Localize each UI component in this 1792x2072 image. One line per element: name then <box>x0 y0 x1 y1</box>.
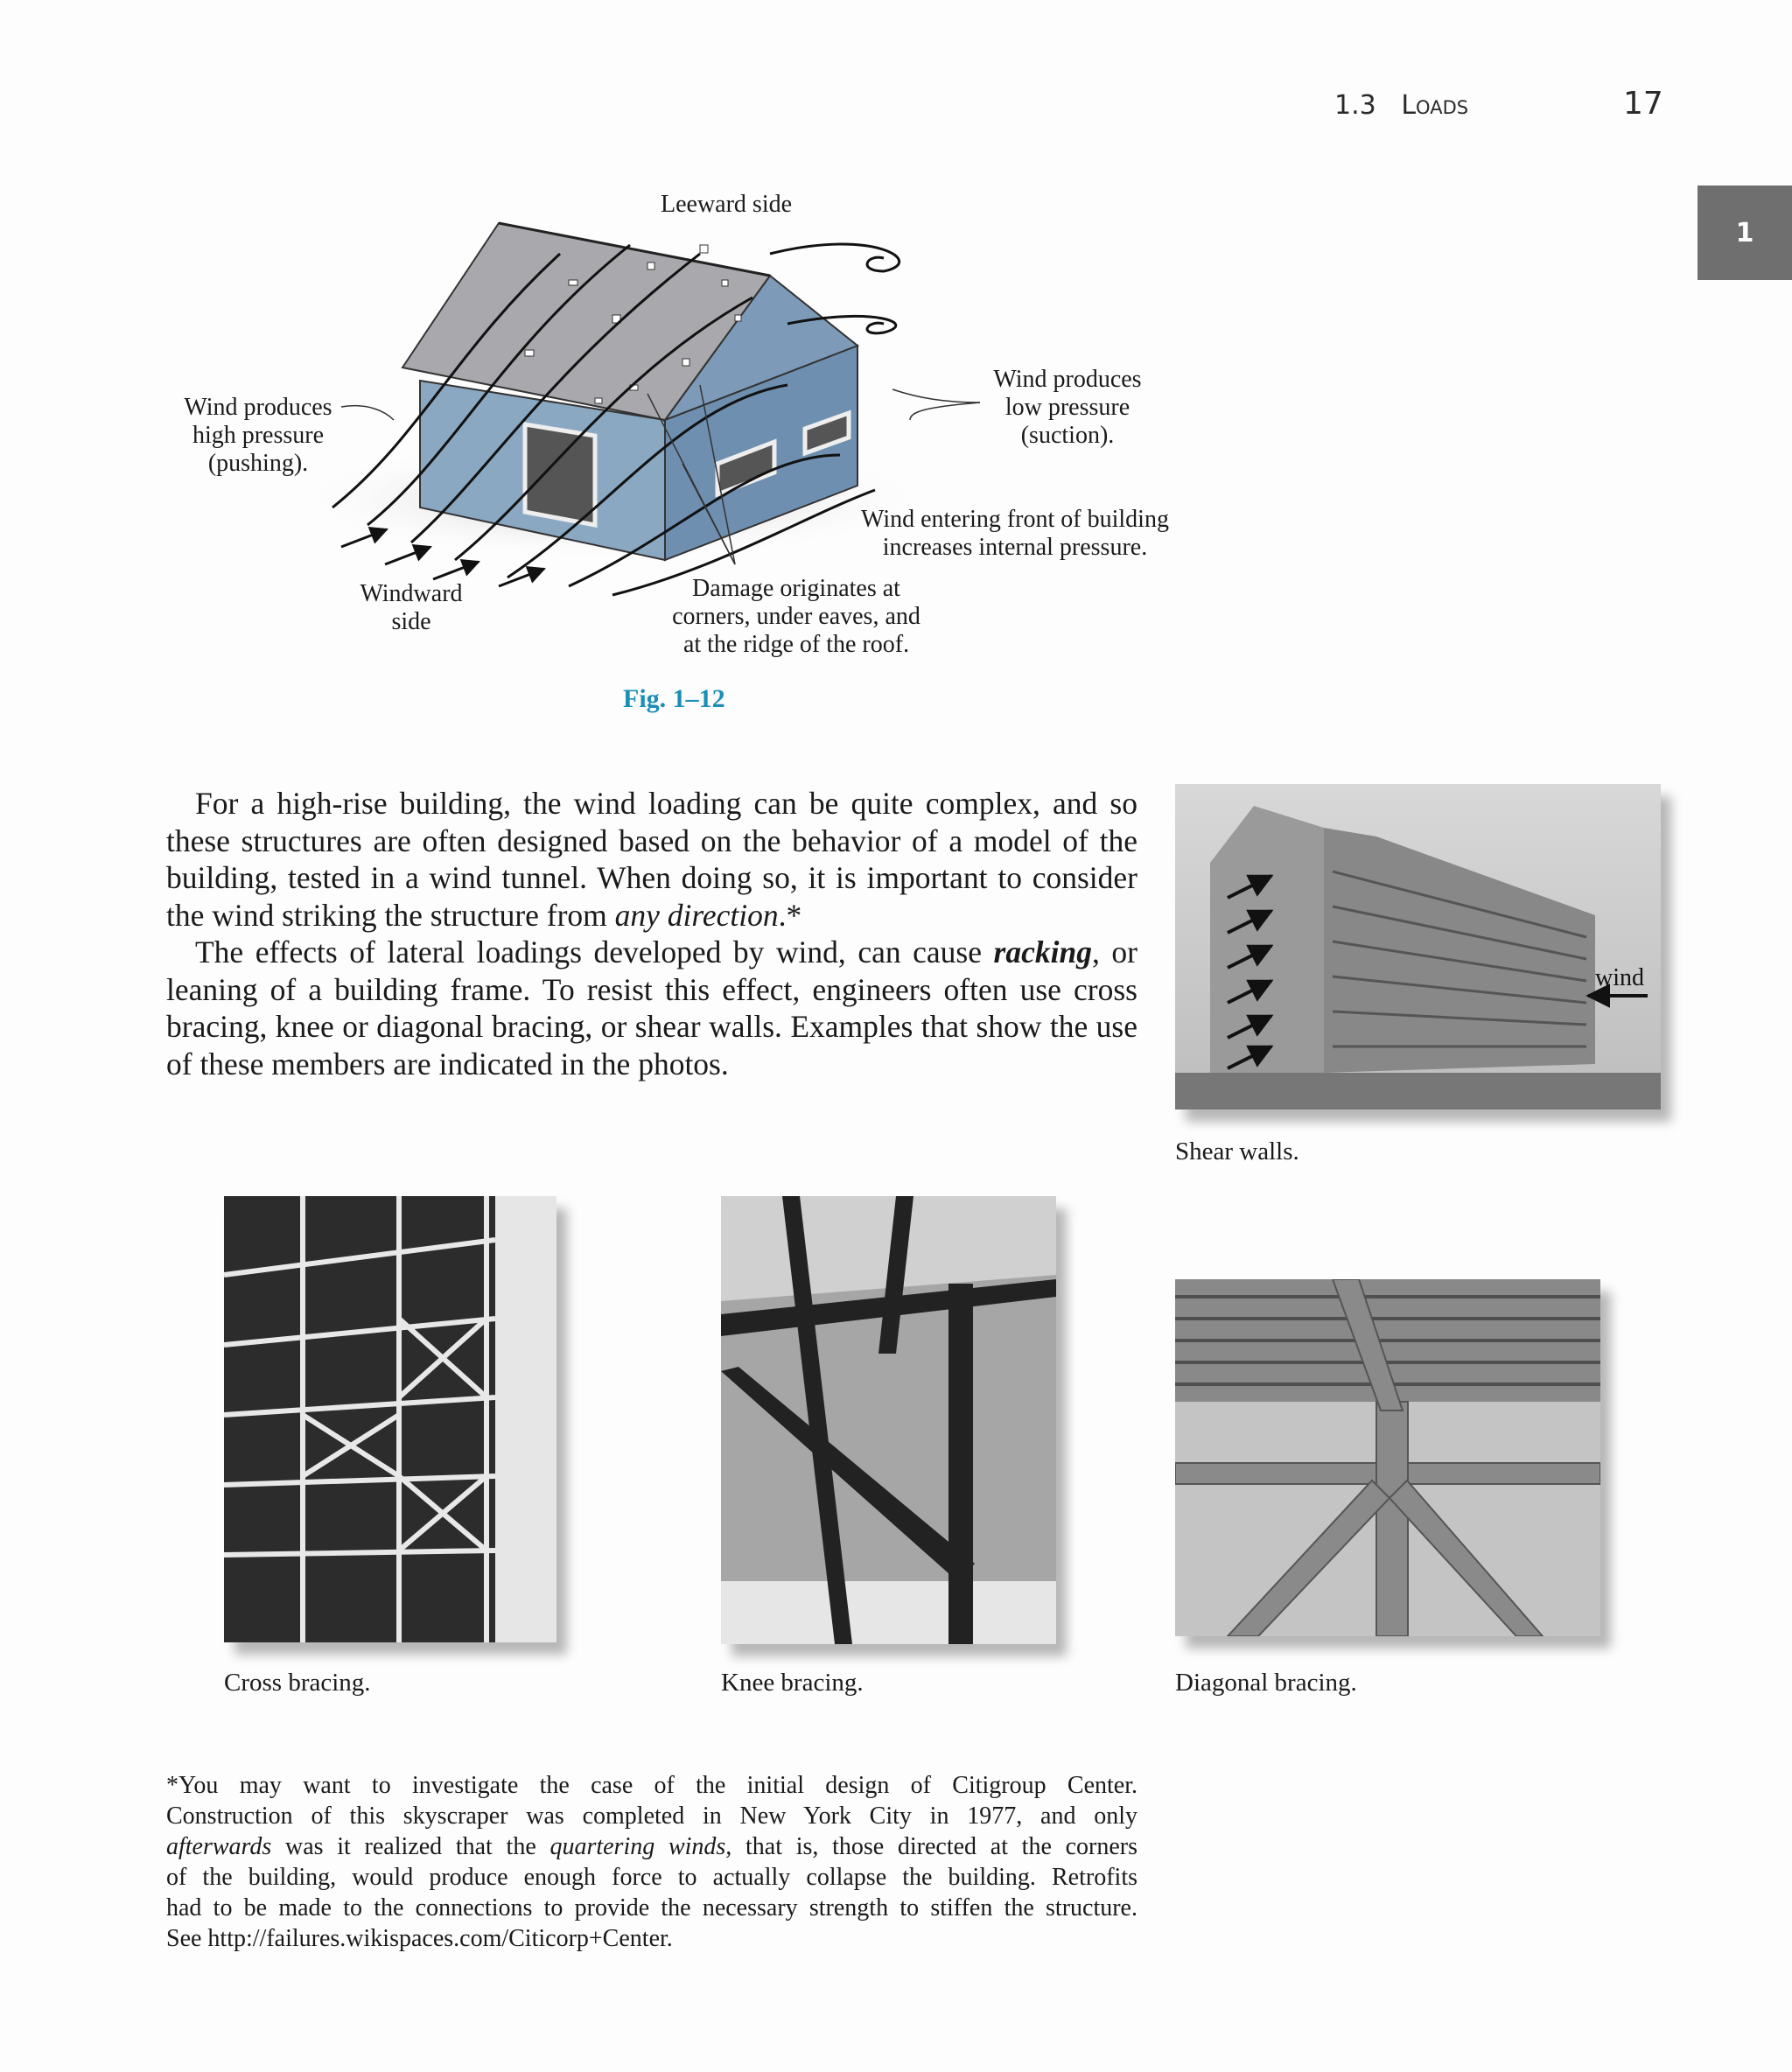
internal-pressure-label: Wind entering front of building increases internal pressure. <box>861 506 1169 561</box>
low-pressure-label: Wind produces low pressure (suction). <box>993 366 1142 449</box>
paragraph: For a high-rise building, the wind loading can be quite complex, and so these structures are often designed based on the behavior of a model of the building, tested in a wind tunnel. When doing so, it is important to consider the wind striking the structure from any direction.* <box>166 786 1138 933</box>
building-tower <box>1210 806 1324 1073</box>
windward-label: Windward side <box>360 580 463 635</box>
page-number: 17 <box>1623 86 1663 122</box>
damage-label: Damage originates at corners, under eaves, and at the ridge of the roof. <box>672 575 920 658</box>
chapter-tab: 1 <box>1698 186 1792 280</box>
garage-door <box>525 424 595 525</box>
wind-label: wind <box>1595 964 1644 991</box>
knee-bracing-photo <box>721 1196 1056 1644</box>
figure-caption: Fig. 1–12 <box>623 684 725 713</box>
paragraph: The effects of lateral loadings developed by wind, can cause racking, or leaning of a building frame. To resist this effect, engineers often use cross bracing, knee or diagonal bracing, or shear walls. Examples that show the use of these members are indicated in the photos. <box>166 934 1138 1082</box>
body-text <box>166 785 1138 1082</box>
running-header <box>1334 90 1468 121</box>
section-number: 1.3 <box>1334 90 1376 121</box>
leeward-label: Leeward side <box>661 191 793 218</box>
building-wing <box>1324 828 1595 1073</box>
shear-walls-photo <box>1175 784 1661 1110</box>
cross-bracing-photo <box>224 1196 556 1642</box>
footnote: *You may want to investigate the case of the initial design of Citigroup Center. Construction of this skyscraper was completed in New York City in 1977, and only afterwards was it realized that the quartering winds, that is, those directed at the corners of the building, would produce enough force to actually collapse the building. Retrofits had to be made to the connections to provide the necessary strength to stiffen the structure. See http://failures.wikispaces.com/Citicorp+Center. <box>166 1772 1138 1952</box>
diagonal-bracing-photo <box>1175 1279 1600 1636</box>
diagonal-bracing-caption: Diagonal bracing. <box>1175 1669 1357 1697</box>
knee-bracing-caption: Knee bracing. <box>721 1669 864 1697</box>
shear-walls-caption: Shear walls. <box>1175 1138 1299 1166</box>
section-title: Loads <box>1401 90 1469 121</box>
high-pressure-label: Wind produces high pressure (pushing). <box>184 394 332 477</box>
cross-bracing-caption: Cross bracing. <box>224 1669 371 1697</box>
